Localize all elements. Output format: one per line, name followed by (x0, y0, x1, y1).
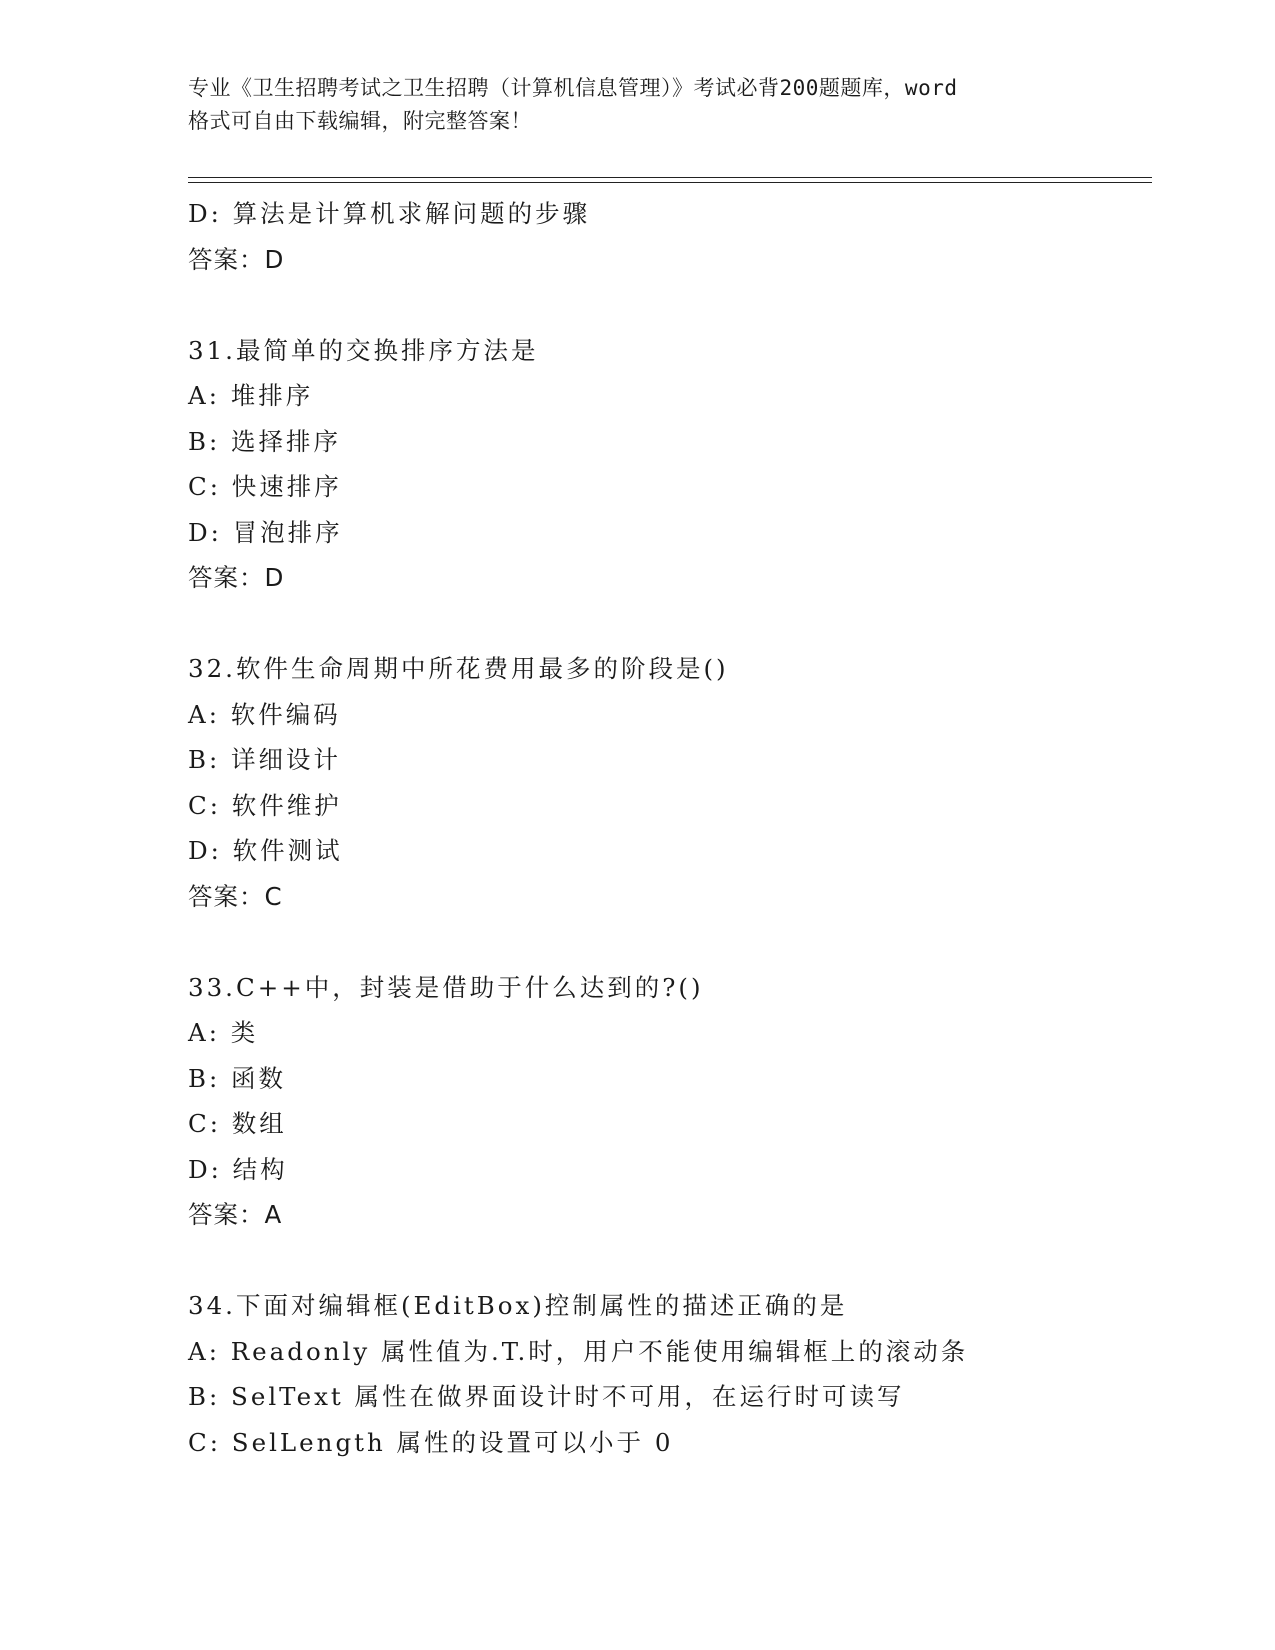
option-b: B: 选择排序 (188, 426, 342, 456)
option-b: B: SelText 属性在做界面设计时不可用，在运行时可读写 (188, 1382, 905, 1411)
question-text: 32.软件生命周期中所花费用最多的阶段是() (188, 654, 729, 683)
question-32 (188, 646, 1152, 919)
option-a: A: 软件编码 (188, 699, 341, 729)
prev-answer: 答案：D (188, 244, 285, 274)
option-c: C: SelLength 属性的设置可以小于 0 (188, 1427, 674, 1457)
answer: 答案：D (188, 563, 285, 592)
option-a: A: Readonly 属性值为.T.时，用户不能使用编辑框上的滚动条 (188, 1336, 969, 1366)
option-b: B: 函数 (188, 1063, 287, 1093)
prev-option-d: D: 算法是计算机求解问题的步骤 (188, 199, 591, 228)
question-33 (188, 965, 1152, 1238)
question-31 (188, 328, 1152, 601)
option-d: D: 冒泡排序 (188, 517, 343, 547)
option-a: A: 类 (188, 1018, 259, 1047)
spacer (188, 601, 1152, 647)
question-list (188, 191, 1152, 1465)
spacer (188, 1238, 1152, 1284)
header-line-1: 专业《卫生招聘考试之卫生招聘（计算机信息管理）》考试必背200题题库，word (188, 76, 958, 100)
option-c: C: 数组 (188, 1109, 287, 1138)
header-divider-top (188, 177, 1152, 178)
option-c: C: 软件维护 (188, 790, 342, 820)
option-d: D: 结构 (188, 1154, 288, 1184)
question-text: 31.最简单的交换排序方法是 (188, 335, 539, 365)
option-a: A: 堆排序 (188, 381, 314, 410)
header-divider-bottom (188, 182, 1152, 183)
spacer (188, 282, 1152, 328)
answer: 答案：A (188, 1200, 283, 1229)
question-34 (188, 1283, 1152, 1465)
spacer (188, 919, 1152, 965)
option-b: B: 详细设计 (188, 745, 342, 774)
question-text: 33.C++中，封装是借助于什么达到的?() (188, 972, 704, 1002)
document-header (188, 72, 1088, 138)
header-line-2: 格式可自由下载编辑，附完整答案！ (188, 109, 532, 133)
answer: 答案：C (188, 881, 283, 911)
option-d: D: 软件测试 (188, 836, 343, 865)
option-c: C: 快速排序 (188, 472, 342, 501)
question-text: 34.下面对编辑框(EditBox)控制属性的描述正确的是 (188, 1291, 848, 1320)
